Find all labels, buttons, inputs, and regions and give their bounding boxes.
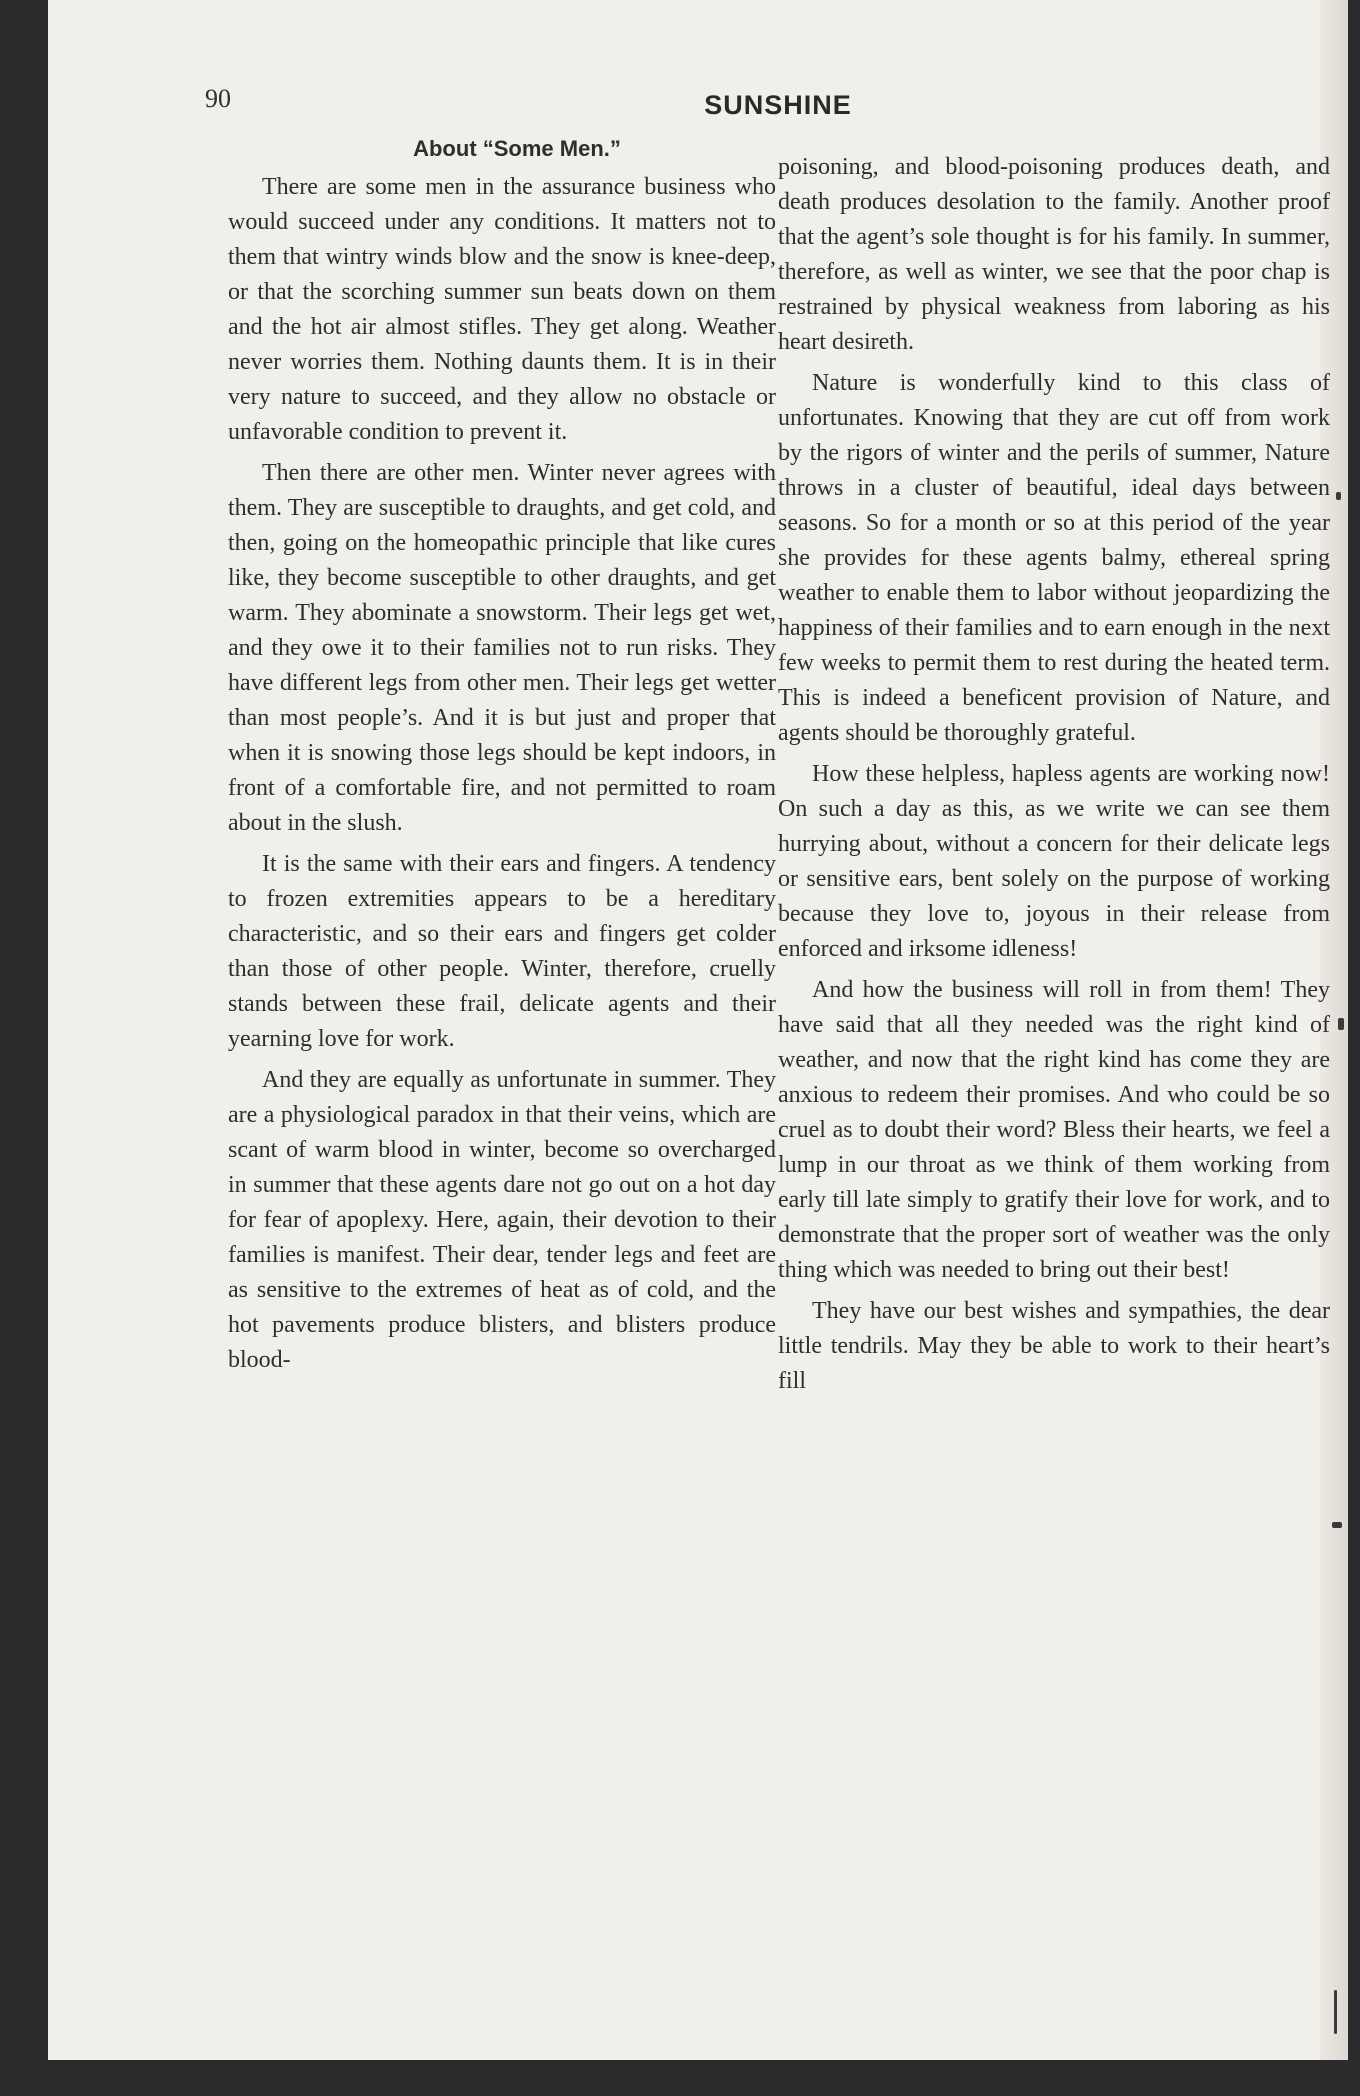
paragraph: Nature is wonderfully kind to this class of unfortunates. Knowing that they are cut off from work by the rigors of winter and the perils of summer, Nature throws in a cluster of beautiful, ideal days between seasons. So for a month or so at this period of the year she provides for these agents balmy, ethereal spring weather to enable them to labor without jeopardizing the happiness of their families and to earn enough in the next few weeks to permit them to rest during the heated term. This is indeed a beneficent provision of Nature, and agents should be thoroughly grateful. — [778, 370, 1330, 746]
right-column — [778, 150, 1330, 1405]
paragraph: They have our best wishes and sympathies, the dear little tendrils. May they be able to work to their heart’s fill — [778, 1298, 1330, 1394]
scan-mark — [1336, 492, 1341, 500]
scan-mark — [1338, 1018, 1344, 1030]
paragraph-continued: poisoning, and blood-poisoning produces death, and death produces desolation to the family. Another proof that the agent’s sole thought is for his family. In summer, therefore, as well as winter, we see that the poor chap is restrained by physical weakness from laboring as his heart desireth. — [778, 154, 1330, 355]
running-head: SUNSHINE — [704, 90, 852, 120]
paragraph: And they are equally as unfortunate in summer. They are a physiological paradox in that their veins, which are scant of warm blood in winter, become so overcharged in summer that these agents dare not go out on a hot day for fear of apoplexy. Here, again, their devotion to their families is manifest. Their dear, tender legs and feet are as sensitive to the extremes of heat as of cold, and the hot pavements produce blisters, and blisters produce blood- — [228, 1067, 776, 1373]
left-column — [228, 132, 776, 1384]
paragraph: How these helpless, hapless agents are working now! On such a day as this, as we write we can see them hurrying about, without a concern for their delicate legs or sensitive ears, bent solely on the purpose of working because they love to, joyous in their release from enforced and irksome idleness! — [778, 761, 1330, 962]
paragraph: And how the business will roll in from them! They have said that all they needed was the right kind of weather, and now that the right kind has come they are anxious to redeem their promises. And who could be so cruel as to doubt their word? Bless their hearts, we feel a lump in our throat as we think of them working from early till late simply to gratify their love for work, and to demonstrate that the proper sort of weather was the only thing which was needed to bring out their best! — [778, 977, 1330, 1283]
scanned-page — [48, 0, 1348, 2060]
paragraph: Then there are other men. Winter never agrees with them. They are susceptible to draughts, and get cold, and then, going on the homeopathic principle that like cures like, they become susceptible to other draughts, and get warm. They abominate a snowstorm. Their legs get wet, and they owe it to their families not to run risks. They have different legs from other men. Their legs get wetter than most people’s. And it is but just and proper that when it is snowing those legs should be kept indoors, in front of a comfortable fire, and not permitted to roam about in the slush. — [228, 460, 776, 836]
article-title: About “Some Men.” — [413, 136, 621, 161]
scan-mark — [1332, 1522, 1342, 1528]
page-number: 90 — [205, 84, 231, 113]
paragraph: It is the same with their ears and fingers. A tendency to frozen extremities appears to be a hereditary characteristic, and so their ears and fingers get colder than those of other people. Winter, therefore, cruelly stands between these frail, delicate agents and their yearning love for work. — [228, 851, 776, 1052]
scan-mark — [1334, 1990, 1337, 2034]
paragraph: There are some men in the assurance business who would succeed under any conditions. It matters not to them that wintry winds blow and the snow is knee-deep, or that the scorching summer sun beats down on them and the hot air almost stifles. They get along. Weather never worries them. Nothing daunts them. It is in their very nature to succeed, and they allow no obstacle or unfavorable condition to prevent it. — [228, 174, 776, 445]
